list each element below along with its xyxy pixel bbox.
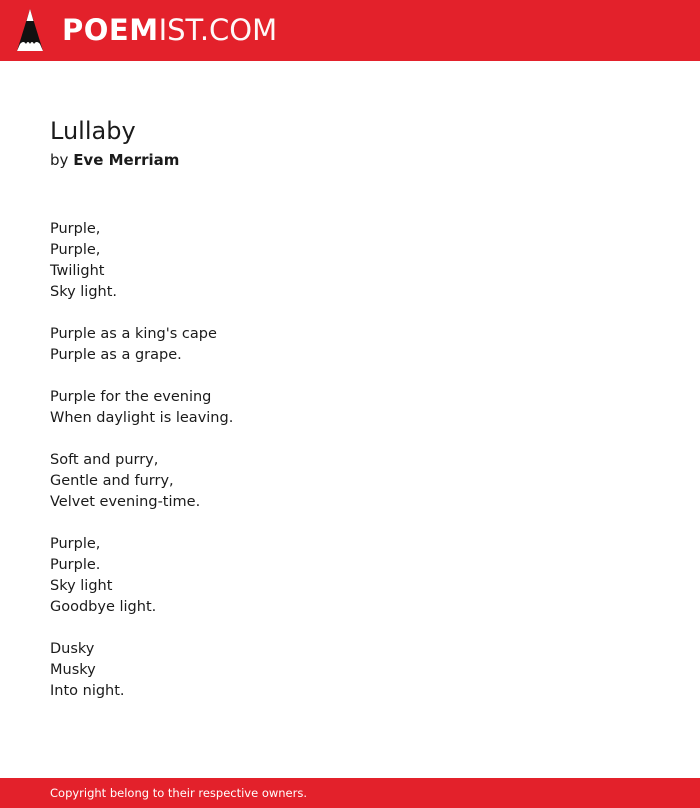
logo-brand-bold: POEM	[62, 13, 159, 47]
stanza	[50, 324, 650, 366]
logo-brand-light: IST.COM	[158, 13, 278, 47]
poem-line: Velvet evening-time.	[50, 494, 201, 510]
poem-line: Soft and purry,	[50, 452, 159, 468]
site-header	[0, 0, 700, 61]
stanza	[50, 387, 650, 429]
poem-body	[50, 219, 650, 702]
poem-title: Lullaby	[50, 117, 136, 145]
poem-line: Sky light	[50, 578, 113, 594]
poem-line: Purple,	[50, 221, 101, 237]
poem-line: Gentle and furry,	[50, 473, 174, 489]
poem-line: Purple as a grape.	[50, 347, 182, 363]
poem-content	[50, 116, 650, 702]
stanza	[50, 450, 650, 513]
poem-line: Dusky	[50, 641, 95, 657]
copyright-notice: Copyright belong to their respective owners.	[50, 786, 308, 800]
by-label: by	[50, 151, 69, 169]
poem-line: Twilight	[50, 263, 105, 279]
poem-line: Purple,	[50, 242, 101, 258]
poem-line: Purple,	[50, 536, 101, 552]
author-name: Eve Merriam	[73, 151, 180, 169]
pencil-tip-icon[interactable]	[17, 9, 43, 51]
byline	[50, 150, 650, 170]
stanza	[50, 534, 650, 618]
poem-line: Purple for the evening	[50, 389, 212, 405]
poem-line: Purple.	[50, 557, 101, 573]
site-logo[interactable]	[62, 12, 277, 48]
stanza	[50, 219, 650, 303]
stanza	[50, 639, 650, 702]
poem-line: Into night.	[50, 683, 125, 699]
poem-line: Purple as a king's cape	[50, 326, 217, 342]
poem-line: Sky light.	[50, 284, 118, 300]
poem-line: Goodbye light.	[50, 599, 157, 615]
poem-line: Musky	[50, 662, 96, 678]
poem-line: When daylight is leaving.	[50, 410, 234, 426]
site-footer	[0, 778, 700, 808]
